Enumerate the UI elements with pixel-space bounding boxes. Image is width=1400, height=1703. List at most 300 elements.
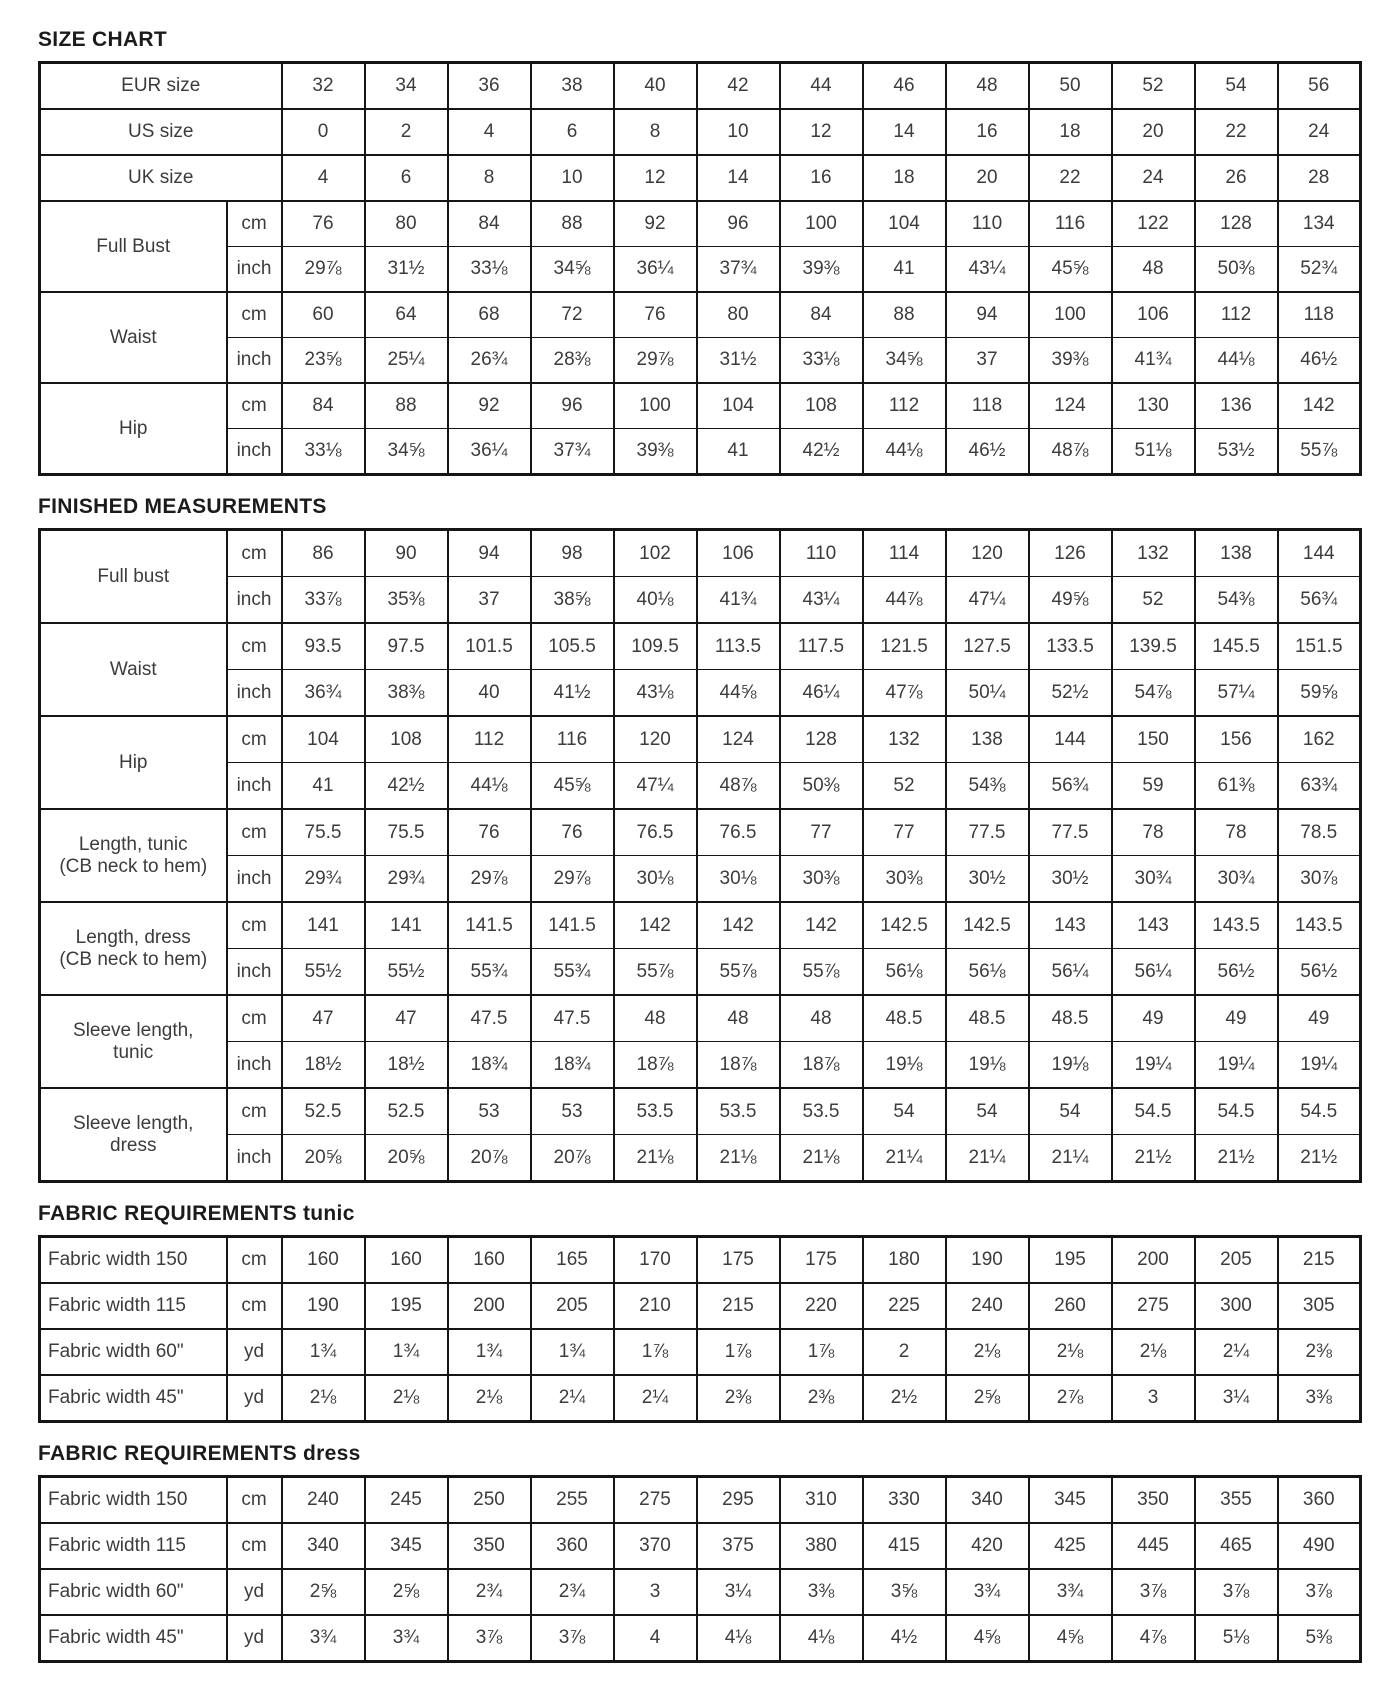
value-cell: 63¾	[1278, 763, 1361, 810]
value-cell: 84	[282, 383, 365, 429]
value-cell: 30⅞	[1278, 856, 1361, 903]
value-cell: 75.5	[282, 809, 365, 856]
value-cell: 34⅝	[365, 429, 448, 475]
value-cell: 47⅞	[863, 670, 946, 717]
value-cell: 2⅜	[697, 1375, 780, 1422]
unit-label: inch	[227, 429, 282, 475]
value-cell: 54⅜	[1195, 577, 1278, 624]
value-cell: 143.5	[1195, 902, 1278, 949]
value-cell: 29⅞	[614, 338, 697, 384]
value-cell: 3⅞	[448, 1615, 531, 1662]
row-label: Fabric width 60"	[40, 1569, 227, 1615]
value-cell: 20⅞	[531, 1135, 614, 1182]
value-cell: 2⅛	[365, 1375, 448, 1422]
value-cell: 200	[1112, 1237, 1195, 1284]
value-cell: 48	[1112, 247, 1195, 293]
value-cell: 160	[282, 1237, 365, 1284]
value-cell: 49	[1278, 995, 1361, 1042]
value-cell: 56⅛	[946, 949, 1029, 996]
value-cell: 19¼	[1278, 1042, 1361, 1089]
value-cell: 245	[365, 1477, 448, 1524]
value-cell: 44⅛	[448, 763, 531, 810]
value-cell: 48	[697, 995, 780, 1042]
row-label: Fabric width 115	[40, 1523, 227, 1569]
value-cell: 20⅝	[365, 1135, 448, 1182]
value-cell: 24	[1112, 155, 1195, 201]
value-cell: 112	[863, 383, 946, 429]
value-cell: 29⅞	[282, 247, 365, 293]
unit-label: cm	[227, 201, 282, 247]
value-cell: 210	[614, 1283, 697, 1329]
finished-table	[38, 528, 1362, 1183]
value-cell: 295	[697, 1477, 780, 1524]
row-label: Fabric width 45"	[40, 1615, 227, 1662]
value-cell: 55¾	[448, 949, 531, 996]
value-cell: 54⅜	[946, 763, 1029, 810]
value-cell: 2¼	[614, 1375, 697, 1422]
value-cell: 142	[780, 902, 863, 949]
row-label	[40, 623, 227, 716]
value-cell: 38⅜	[365, 670, 448, 717]
table-row	[40, 1615, 1361, 1662]
value-cell: 3⅞	[531, 1615, 614, 1662]
value-cell: 55⅞	[1278, 429, 1361, 475]
value-cell: 41¾	[697, 577, 780, 624]
value-cell: 47.5	[531, 995, 614, 1042]
value-cell: 30⅜	[863, 856, 946, 903]
table-row	[40, 902, 1361, 949]
value-cell: 97.5	[365, 623, 448, 670]
value-cell: 40	[614, 63, 697, 110]
value-cell: 18	[1029, 109, 1112, 155]
value-cell: 136	[1195, 383, 1278, 429]
value-cell: 132	[863, 716, 946, 763]
value-cell: 16	[780, 155, 863, 201]
value-cell: 190	[282, 1283, 365, 1329]
value-cell: 88	[531, 201, 614, 247]
value-cell: 2⅝	[365, 1569, 448, 1615]
table-row	[40, 1135, 1361, 1182]
value-cell: 52.5	[365, 1088, 448, 1135]
value-cell: 43⅛	[614, 670, 697, 717]
value-cell: 26¾	[448, 338, 531, 384]
value-cell: 14	[863, 109, 946, 155]
value-cell: 53.5	[697, 1088, 780, 1135]
fabric-tunic-title: FABRIC REQUIREMENTS tunic	[38, 1202, 355, 1225]
value-cell: 122	[1112, 201, 1195, 247]
value-cell: 144	[1278, 530, 1361, 577]
value-cell: 30⅛	[697, 856, 780, 903]
value-cell: 490	[1278, 1523, 1361, 1569]
table-row	[40, 577, 1361, 624]
value-cell: 42½	[365, 763, 448, 810]
value-cell: 21½	[1195, 1135, 1278, 1182]
value-cell: 105.5	[531, 623, 614, 670]
value-cell: 76.5	[614, 809, 697, 856]
value-cell: 340	[282, 1523, 365, 1569]
value-cell: 47.5	[448, 995, 531, 1042]
table-row	[40, 1088, 1361, 1135]
value-cell: 380	[780, 1523, 863, 1569]
row-label: Fabric width 150	[40, 1477, 227, 1524]
value-cell: 330	[863, 1477, 946, 1524]
row-label	[40, 716, 227, 809]
value-cell: 4	[282, 155, 365, 201]
value-cell: 3⅜	[1278, 1375, 1361, 1422]
value-cell: 55¾	[531, 949, 614, 996]
value-cell: 49	[1112, 995, 1195, 1042]
row-label: Fabric width 45"	[40, 1375, 227, 1422]
unit-label: cm	[227, 1237, 282, 1284]
value-cell: 54	[863, 1088, 946, 1135]
value-cell: 52½	[1029, 670, 1112, 717]
value-cell: 143	[1029, 902, 1112, 949]
value-cell: 195	[365, 1283, 448, 1329]
row-label: Fabric width 150	[40, 1237, 227, 1284]
value-cell: 30⅜	[780, 856, 863, 903]
unit-label: inch	[227, 247, 282, 293]
unit-label: yd	[227, 1615, 282, 1662]
value-cell: 116	[1029, 201, 1112, 247]
value-cell: 128	[780, 716, 863, 763]
value-cell: 350	[1112, 1477, 1195, 1524]
value-cell: 141	[282, 902, 365, 949]
value-cell: 55½	[282, 949, 365, 996]
value-cell: 160	[448, 1237, 531, 1284]
value-cell: 2⅛	[1112, 1329, 1195, 1375]
table-row	[40, 856, 1361, 903]
row-label-line: tunic	[113, 1041, 154, 1063]
value-cell: 360	[531, 1523, 614, 1569]
value-cell: 275	[614, 1477, 697, 1524]
value-cell: 56	[1278, 63, 1361, 110]
value-cell: 1¾	[365, 1329, 448, 1375]
value-cell: 30⅛	[614, 856, 697, 903]
value-cell: 3¾	[946, 1569, 1029, 1615]
value-cell: 141.5	[531, 902, 614, 949]
value-cell: 51⅛	[1112, 429, 1195, 475]
unit-label: cm	[227, 809, 282, 856]
value-cell: 104	[863, 201, 946, 247]
table-row	[40, 670, 1361, 717]
value-cell: 52	[1112, 577, 1195, 624]
value-cell: 77	[863, 809, 946, 856]
value-cell: 88	[365, 383, 448, 429]
value-cell: 250	[448, 1477, 531, 1524]
value-cell: 57¼	[1195, 670, 1278, 717]
row-label-line: (CB neck to hem)	[59, 948, 208, 970]
value-cell: 64	[365, 292, 448, 338]
value-cell: 33⅛	[780, 338, 863, 384]
value-cell: 4⅛	[697, 1615, 780, 1662]
value-cell: 30¾	[1112, 856, 1195, 903]
value-cell: 37	[448, 577, 531, 624]
value-cell: 2⅛	[1029, 1329, 1112, 1375]
value-cell: 18⅞	[780, 1042, 863, 1089]
value-cell: 56¾	[1278, 577, 1361, 624]
value-cell: 142.5	[946, 902, 1029, 949]
value-cell: 21⅛	[614, 1135, 697, 1182]
table-row	[40, 995, 1361, 1042]
value-cell: 100	[780, 201, 863, 247]
value-cell: 33⅞	[282, 577, 365, 624]
value-cell: 48⅞	[697, 763, 780, 810]
value-cell: 4⅝	[1029, 1615, 1112, 1662]
value-cell: 55⅞	[614, 949, 697, 996]
value-cell: 110	[946, 201, 1029, 247]
table-row	[40, 623, 1361, 670]
value-cell: 2¾	[531, 1569, 614, 1615]
value-cell: 37¾	[697, 247, 780, 293]
value-cell: 77	[780, 809, 863, 856]
value-cell: 100	[614, 383, 697, 429]
table-row	[40, 1375, 1361, 1422]
value-cell: 240	[282, 1477, 365, 1524]
value-cell: 118	[1278, 292, 1361, 338]
row-label	[40, 995, 227, 1088]
value-cell: 6	[365, 155, 448, 201]
value-cell: 2⅞	[1029, 1375, 1112, 1422]
value-cell: 108	[365, 716, 448, 763]
value-cell: 100	[1029, 292, 1112, 338]
value-cell: 52	[863, 763, 946, 810]
value-cell: 41	[697, 429, 780, 475]
value-cell: 19⅛	[946, 1042, 1029, 1089]
value-cell: 53	[531, 1088, 614, 1135]
value-cell: 30½	[946, 856, 1029, 903]
value-cell: 112	[448, 716, 531, 763]
row-label-line: Full bust	[97, 565, 170, 587]
table-row	[40, 1237, 1361, 1284]
value-cell: 355	[1195, 1477, 1278, 1524]
value-cell: 77.5	[1029, 809, 1112, 856]
row-label-line: dress	[110, 1134, 157, 1156]
value-cell: 56⅛	[863, 949, 946, 996]
value-cell: 59	[1112, 763, 1195, 810]
value-cell: 3⅞	[1112, 1569, 1195, 1615]
value-cell: 2⅛	[448, 1375, 531, 1422]
value-cell: 18⅞	[614, 1042, 697, 1089]
value-cell: 52	[1112, 63, 1195, 110]
value-cell: 102	[614, 530, 697, 577]
value-cell: 3	[1112, 1375, 1195, 1422]
value-cell: 54	[1195, 63, 1278, 110]
row-label	[40, 201, 227, 292]
value-cell: 120	[946, 530, 1029, 577]
value-cell: 25¼	[365, 338, 448, 384]
unit-label: inch	[227, 856, 282, 903]
value-cell: 23⅝	[282, 338, 365, 384]
value-cell: 4⅛	[780, 1615, 863, 1662]
value-cell: 2½	[863, 1375, 946, 1422]
row-label-line: Waist	[109, 658, 157, 680]
value-cell: 2	[365, 109, 448, 155]
value-cell: 2⅜	[1278, 1329, 1361, 1375]
value-cell: 54.5	[1112, 1088, 1195, 1135]
value-cell: 22	[1029, 155, 1112, 201]
value-cell: 46¼	[780, 670, 863, 717]
row-label	[40, 383, 227, 475]
value-cell: 130	[1112, 383, 1195, 429]
value-cell: 84	[448, 201, 531, 247]
value-cell: 10	[531, 155, 614, 201]
value-cell: 142	[1278, 383, 1361, 429]
value-cell: 48	[946, 63, 1029, 110]
value-cell: 36¼	[614, 247, 697, 293]
value-cell: 94	[448, 530, 531, 577]
value-cell: 18½	[282, 1042, 365, 1089]
value-cell: 345	[1029, 1477, 1112, 1524]
value-cell: 144	[1029, 716, 1112, 763]
value-cell: 2⅜	[780, 1375, 863, 1422]
row-label-line: Sleeve length,	[73, 1112, 194, 1134]
value-cell: 31½	[365, 247, 448, 293]
row-label: EUR size	[40, 63, 282, 110]
unit-label: inch	[227, 577, 282, 624]
value-cell: 53	[448, 1088, 531, 1135]
value-cell: 44⅞	[863, 577, 946, 624]
value-cell: 56¼	[1029, 949, 1112, 996]
value-cell: 180	[863, 1237, 946, 1284]
value-cell: 118	[946, 383, 1029, 429]
table-row	[40, 1523, 1361, 1569]
value-cell: 43¼	[780, 577, 863, 624]
value-cell: 340	[946, 1477, 1029, 1524]
value-cell: 19¼	[1195, 1042, 1278, 1089]
value-cell: 31½	[697, 338, 780, 384]
value-cell: 76	[448, 809, 531, 856]
value-cell: 98	[531, 530, 614, 577]
value-cell: 56½	[1195, 949, 1278, 996]
value-cell: 19⅛	[863, 1042, 946, 1089]
value-cell: 142	[614, 902, 697, 949]
value-cell: 78	[1195, 809, 1278, 856]
value-cell: 34⅝	[863, 338, 946, 384]
value-cell: 20⅞	[448, 1135, 531, 1182]
unit-label: cm	[227, 1283, 282, 1329]
value-cell: 18⅞	[697, 1042, 780, 1089]
row-label-line: Waist	[109, 326, 157, 348]
value-cell: 195	[1029, 1237, 1112, 1284]
value-cell: 3⅜	[780, 1569, 863, 1615]
value-cell: 143	[1112, 902, 1195, 949]
value-cell: 48	[780, 995, 863, 1042]
value-cell: 41½	[531, 670, 614, 717]
value-cell: 1⅞	[614, 1329, 697, 1375]
value-cell: 260	[1029, 1283, 1112, 1329]
value-cell: 104	[697, 383, 780, 429]
value-cell: 56¼	[1112, 949, 1195, 996]
value-cell: 54.5	[1278, 1088, 1361, 1135]
value-cell: 3¾	[1029, 1569, 1112, 1615]
value-cell: 2¾	[448, 1569, 531, 1615]
value-cell: 240	[946, 1283, 1029, 1329]
value-cell: 21½	[1112, 1135, 1195, 1182]
table-row	[40, 1477, 1361, 1524]
unit-label: inch	[227, 1042, 282, 1089]
table-row	[40, 1283, 1361, 1329]
value-cell: 300	[1195, 1283, 1278, 1329]
value-cell: 106	[1112, 292, 1195, 338]
value-cell: 138	[946, 716, 1029, 763]
value-cell: 2⅛	[946, 1329, 1029, 1375]
value-cell: 425	[1029, 1523, 1112, 1569]
value-cell: 106	[697, 530, 780, 577]
value-cell: 34⅝	[531, 247, 614, 293]
table-row	[40, 63, 1361, 110]
value-cell: 345	[365, 1523, 448, 1569]
value-cell: 41	[282, 763, 365, 810]
value-cell: 50¼	[946, 670, 1029, 717]
value-cell: 41¾	[1112, 338, 1195, 384]
value-cell: 55⅞	[697, 949, 780, 996]
table-row	[40, 1042, 1361, 1089]
value-cell: 117.5	[780, 623, 863, 670]
value-cell: 54⅞	[1112, 670, 1195, 717]
value-cell: 44⅛	[863, 429, 946, 475]
row-label: Fabric width 115	[40, 1283, 227, 1329]
value-cell: 190	[946, 1237, 1029, 1284]
value-cell: 120	[614, 716, 697, 763]
row-label: UK size	[40, 155, 282, 201]
value-cell: 53.5	[780, 1088, 863, 1135]
value-cell: 370	[614, 1523, 697, 1569]
table-row	[40, 155, 1361, 201]
value-cell: 19⅛	[1029, 1042, 1112, 1089]
value-cell: 5⅛	[1195, 1615, 1278, 1662]
value-cell: 49⅝	[1029, 577, 1112, 624]
row-label: Fabric width 60"	[40, 1329, 227, 1375]
value-cell: 113.5	[697, 623, 780, 670]
value-cell: 48.5	[1029, 995, 1112, 1042]
value-cell: 55½	[365, 949, 448, 996]
value-cell: 39⅜	[780, 247, 863, 293]
value-cell: 84	[780, 292, 863, 338]
unit-label: cm	[227, 383, 282, 429]
value-cell: 92	[448, 383, 531, 429]
value-cell: 60	[282, 292, 365, 338]
unit-label: inch	[227, 763, 282, 810]
value-cell: 30½	[1029, 856, 1112, 903]
size-chart-title: SIZE CHART	[38, 28, 167, 51]
value-cell: 360	[1278, 1477, 1361, 1524]
value-cell: 96	[697, 201, 780, 247]
value-cell: 18¾	[448, 1042, 531, 1089]
value-cell: 45⅝	[531, 763, 614, 810]
value-cell: 50⅜	[780, 763, 863, 810]
value-cell: 93.5	[282, 623, 365, 670]
value-cell: 53½	[1195, 429, 1278, 475]
unit-label: cm	[227, 1088, 282, 1135]
value-cell: 175	[780, 1237, 863, 1284]
fabric-tunic-table	[38, 1235, 1362, 1423]
value-cell: 16	[946, 109, 1029, 155]
value-cell: 54.5	[1195, 1088, 1278, 1135]
size-chart-table	[38, 61, 1362, 476]
value-cell: 225	[863, 1283, 946, 1329]
value-cell: 375	[697, 1523, 780, 1569]
value-cell: 24	[1278, 109, 1361, 155]
value-cell: 47	[282, 995, 365, 1042]
table-row	[40, 1569, 1361, 1615]
value-cell: 90	[365, 530, 448, 577]
value-cell: 30¾	[1195, 856, 1278, 903]
value-cell: 101.5	[448, 623, 531, 670]
value-cell: 34	[365, 63, 448, 110]
value-cell: 29¾	[282, 856, 365, 903]
value-cell: 139.5	[1112, 623, 1195, 670]
table-row	[40, 530, 1361, 577]
